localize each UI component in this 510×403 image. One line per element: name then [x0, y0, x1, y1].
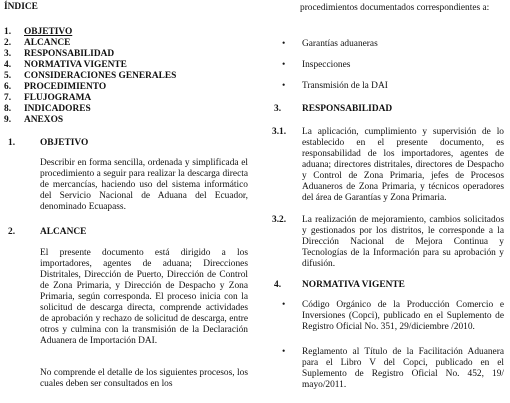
bullet-garantias: Garantías aduaneras: [302, 39, 378, 49]
bullet-marker: •: [282, 81, 286, 91]
section3-item2-text: La realización de mejoramiento, cambios solicitados y gestionados por los distritos, le corresponde a la Dirección Nacional de Mejora Continua y Tecnologías de la Información para su aprobación y difusión.: [302, 215, 504, 269]
section2-num: 2.: [8, 227, 16, 237]
index-item-4[interactable]: NORMATIVA VIGENTE: [24, 60, 127, 70]
section3-title: RESPONSABILIDAD: [302, 104, 393, 114]
index-num-2: 2.: [4, 38, 12, 48]
index-item-9[interactable]: ANEXOS: [24, 115, 64, 125]
index-num-4: 4.: [4, 60, 12, 70]
section2-text1: El presente documento está dirigido a los importadores, agentes de aduana; Direcciones Distritales, Dirección de Puerto, Dirección de Control de Zona Primaria, y Dirección de Despacho y Zona Primaria, según corresponda. El proceso inicia con la solicitud de descarga directa, comprende actividades de aprobación y rechazo de solicitud de descarga, entre otros y culmina con la transmisión de la Declaración Aduanera de Importación DAI.: [40, 248, 248, 346]
index-num-5: 5.: [4, 71, 12, 81]
section2-title: ALCANCE: [40, 227, 87, 237]
right-top-text: procedimientos documentados correspondientes a:: [300, 3, 490, 13]
section3-item1-num: 3.1.: [272, 127, 287, 137]
index-title: ÍNDICE: [4, 2, 38, 12]
section4-bullet2: Reglamento al Título de la Facilitación Aduanera para el Libro V del Copci, publicado en el Suplemento de Registro Oficial No. 452, 19/ mayo/2011.: [302, 347, 504, 390]
section4-title: NORMATIVA VIGENTE: [302, 280, 405, 290]
section1-text: Describir en forma sencilla, ordenada y simplificada el procedimiento a seguir para realizar la descarga directa de mercancías, haciendo uso del sistema informático del Servicio Nacional de Aduana del Ecuador, denominado Ecuapass.: [40, 158, 248, 212]
section4-num: 4.: [274, 280, 282, 290]
bullet-marker: •: [282, 60, 286, 70]
index-num-6: 6.: [4, 82, 12, 92]
index-num-8: 8.: [4, 104, 12, 114]
section3-item1-text: La aplicación, cumplimiento y supervisión de lo establecido en el presente documento, es responsabilidad de los importadores, agentes de aduana; directores distritales, directores de Despacho y Control de Zona Primaria, jefes de Procesos Aduaneros de Zona Primaria, y técnicos operadores del área de Garantías y Zona Primaria.: [302, 127, 504, 203]
bullet-marker: •: [282, 39, 286, 49]
index-item-8[interactable]: INDICADORES: [24, 104, 91, 114]
section1-title: OBJETIVO: [40, 138, 89, 148]
section3-num: 3.: [274, 104, 282, 114]
index-num-7: 7.: [4, 93, 12, 103]
index-item-6[interactable]: PROCEDIMIENTO: [24, 82, 107, 92]
bullet-marker: •: [282, 347, 286, 357]
index-num-9: 9.: [4, 115, 12, 125]
bullet-inspecciones: Inspecciones: [302, 60, 351, 70]
section1-num: 1.: [8, 138, 16, 148]
index-item-3[interactable]: RESPONSABILIDAD: [24, 49, 115, 59]
bullet-marker: •: [282, 300, 286, 310]
index-item-7[interactable]: FLUJOGRAMA: [24, 93, 92, 103]
section3-item2-num: 3.2.: [272, 215, 287, 225]
index-num-1: 1.: [4, 27, 12, 37]
section2-text2: No comprende el detalle de los siguientes procesos, los cuales deben ser consultados en los: [40, 368, 248, 389]
index-item-2[interactable]: ALCANCE: [24, 38, 71, 48]
index-item-5[interactable]: CONSIDERACIONES GENERALES: [24, 71, 177, 81]
bullet-transmision: Transmisión de la DAI: [302, 81, 388, 91]
index-num-3: 3.: [4, 49, 12, 59]
index-item-1[interactable]: OBJETIVO: [24, 27, 73, 37]
section4-bullet1: Código Orgánico de la Producción Comercio e Inversiones (Copci), publicado en el Suplemento de Registro Oficial No. 351, 29/diciembre /2010.: [302, 300, 504, 332]
